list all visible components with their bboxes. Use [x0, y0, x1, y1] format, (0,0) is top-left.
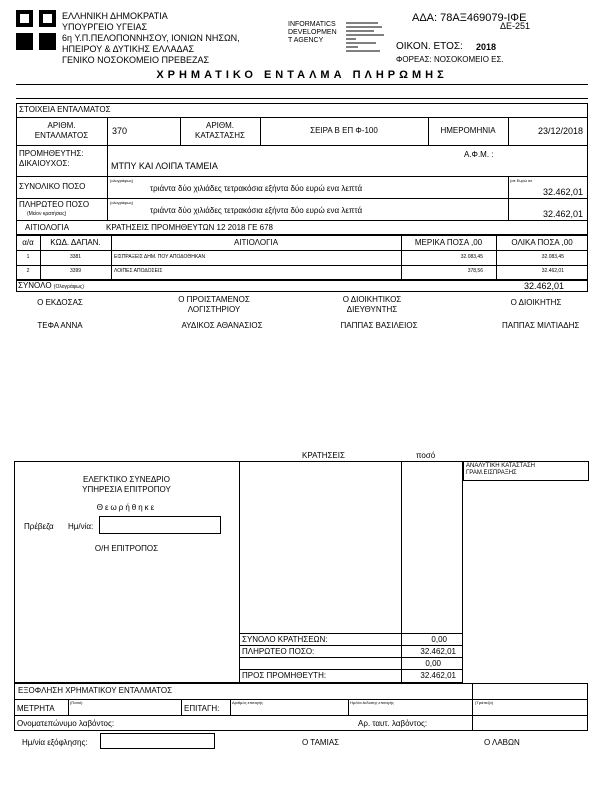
analysis-label: ΑΝΑΛΥΤΙΚΗ ΚΑΤΑΣΤΑΣΗ ΓΡΑΜ.ΕΙΣΠΡΑΞΗΣ: [466, 463, 535, 476]
order-number: 370: [112, 126, 128, 136]
org-line: 6η Υ.Π.ΠΕΛΟΠΟΝΝΗΣΟΥ, ΙΟΝΙΩΝ ΝΗΣΩΝ,: [62, 33, 240, 43]
supplier-name: ΜΤΠΥ ΚΑΙ ΛΟΙΠΑ ΤΑΜΕΙΑ: [111, 161, 218, 171]
section-title: ΣΤΟΙΧΕΙΑ ΕΝΤΑΛΜΑΤΟΣ: [19, 105, 111, 114]
table-header: ΚΩΔ. ΔΑΠΑΝ.: [50, 238, 101, 247]
status-no-label: ΑΡΙΘΜ. ΚΑΤΑΣΤΑΣΗΣ: [195, 121, 245, 140]
payable-label: ΠΛΗΡΩΤΕΟ ΠΟΣΟ: [19, 200, 90, 209]
org-line: ΓΕΝΙΚΟ ΝΟΣΟΚΟΜΕΙΟ ΠΡΕΒΕΖΑΣ: [62, 55, 210, 65]
amount-label: ποσό: [416, 451, 436, 460]
table-header: α/α: [22, 238, 34, 247]
signature-role: Ο ΔΙΟΙΚΗΤΗΣ: [510, 298, 562, 307]
audit-date-field[interactable]: [99, 516, 221, 534]
signature-name: ΤΕΦΑ ΑΝΝΑ: [37, 321, 83, 330]
receiver-label: Ο ΛΑΒΩΝ: [484, 738, 520, 747]
signature-name: ΠΑΠΠΑΣ ΒΑΣΙΛΕΙΟΣ: [340, 321, 418, 330]
sum-value: 32.462,01: [523, 281, 564, 291]
org-line: ΗΠΕΙΡΟΥ & ΔΥΤΙΚΗΣ ΕΛΛΑΔΑΣ: [62, 44, 195, 54]
total-label: ΣΥΝΟΛΙΚΟ ΠΟΣΟ: [19, 182, 86, 191]
cheque-label: ΕΠΙΤΑΓΗ:: [184, 704, 220, 713]
informatics-logo-fineprint: [346, 21, 386, 57]
page-title: ΧΡΗΜΑΤΙΚΟ ΕΝΤΑΛΜΑ ΠΛΗΡΩΜΗΣ: [156, 69, 448, 81]
payable-in-words: τριάντα δύο χιλιάδες τετρακόσια εξήντα δύο ευρώ ενα λεπτά: [150, 206, 363, 215]
commissioner-label: Ο/Η ΕΠΙΤΡΟΠΟΣ: [94, 544, 159, 553]
date-label: ΗΜΕΡΟΜΗΝΙΑ: [440, 126, 496, 135]
hospital-logo: [16, 10, 56, 50]
ada-field: ΑΔΑ: 78ΑΞ469079-ΙΦΕ: [412, 12, 527, 24]
signature-role: Ο ΕΚΔΟΣΑΣ: [37, 298, 83, 307]
form-code: ΔΕ-251: [500, 21, 531, 31]
receiver-id-label: Αρ. ταυτ. λαβόντος:: [358, 719, 428, 728]
fiscal-year-label: ΟΙΚΟΝ. ΕΤΟΣ:: [396, 41, 463, 52]
settlement-title: ΕΞΟΦΛΗΣΗ ΧΡΗΜΑΤΙΚΟΥ ΕΝΤΑΛΜΑΤΟΣ: [18, 686, 173, 695]
signature-name: ΑΥΔΙΚΟΣ ΑΘΑΝΑΣΙΟΣ: [181, 321, 263, 330]
reason-text: ΚΡΑΤΗΣΕΙΣ ΠΡΟΜΗΘΕΥΤΩΝ 12 2018 ΓΕ 678: [106, 223, 274, 232]
order-date: 23/12/2018: [537, 126, 583, 136]
series: ΣΕΙΡΑ Β ΕΠ Φ-100: [310, 126, 378, 135]
supplier-label: ΠΡΟΜΗΘΕΥΤΗΣ: ΔΙΚΑΙΟΥΧΟΣ:: [19, 149, 84, 168]
table-header: ΜΕΡΙΚΑ ΠΟΣΑ ,00: [414, 238, 483, 247]
total-amount: 32.462,01: [542, 187, 583, 197]
afm-label: Α.Φ.Μ. :: [464, 150, 494, 159]
signature-role: Ο ΔΙΟΙΚΗΤΙΚΟΣ ΔΙΕΥΘΥΝΤΗΣ: [342, 295, 402, 314]
fiscal-year: 2018: [476, 42, 497, 52]
ada-value: 78ΑΞ469079-ΙΦΕ: [440, 12, 527, 24]
signature-name: ΠΑΠΠΑΣ ΜΙΛΤΙΑΔΗΣ: [502, 321, 580, 330]
cashier-label: Ο ΤΑΜΙΑΣ: [302, 738, 340, 747]
cash-label: ΜΕΤΡΗΤΑ: [17, 704, 55, 713]
total-in-words: τριάντα δύο χιλιάδες τετρακόσια εξήντα δύο ευρώ ενα λεπτά: [150, 184, 363, 193]
date-label: Ημ/νία:: [68, 522, 94, 531]
table-header: ΟΛΙΚΑ ΠΟΣΑ ,00: [511, 238, 573, 247]
receiver-name-label: Ονοματεπώνυμο λαβόντος:: [17, 719, 115, 728]
deductions-label: ΚΡΑΤΗΣΕΙΣ: [302, 451, 345, 460]
payment-date-label: Ημ/νία εξόφλησης:: [22, 738, 88, 747]
table-header: ΑΙΤΙΟΛΟΓΙΑ: [233, 238, 279, 247]
agency-label: ΦΟΡΕΑΣ: ΝΟΣΟΚΟΜΕΙΟ ΕΣ.: [396, 55, 504, 64]
seen-label: Θεωρήθηκε: [96, 503, 157, 512]
informatics-block: INFORMATICS DEVELOPMEN T AGENCY: [288, 21, 337, 44]
payable-amount: 32.462,01: [542, 209, 583, 219]
signature-role: Ο ΠΡΟΙΣΤΑΜΕΝΟΣ ΛΟΓΙΣΤΗΡΙΟΥ: [178, 295, 250, 314]
org-line: ΥΠΟΥΡΓΕΙΟ ΥΓΕΙΑΣ: [62, 22, 148, 32]
org-line: ΕΛΛΗΝΙΚΗ ΔΗΜΟΚΡΑΤΙΑ: [62, 11, 168, 21]
order-no-label: ΑΡΙΘΜ. ΕΝΤΑΛΜΑΤΟΣ: [34, 121, 89, 140]
sum-label: ΣΥΝΟΛΟ (Ολογράφως): [18, 281, 84, 290]
reason-label: ΑΙΤΙΟΛΟΓΙΑ: [25, 223, 70, 232]
organization-block: [62, 11, 240, 66]
audit-office: ΕΛΕΓΚΤΙΚΟ ΣΥΝΕΔΡΙΟ ΥΠΗΡΕΣΙΑ ΕΠΙΤΡΟΠΟΥ: [82, 475, 171, 494]
place-label: Πρέβεζα: [24, 522, 54, 531]
payment-date-field[interactable]: [100, 733, 215, 749]
